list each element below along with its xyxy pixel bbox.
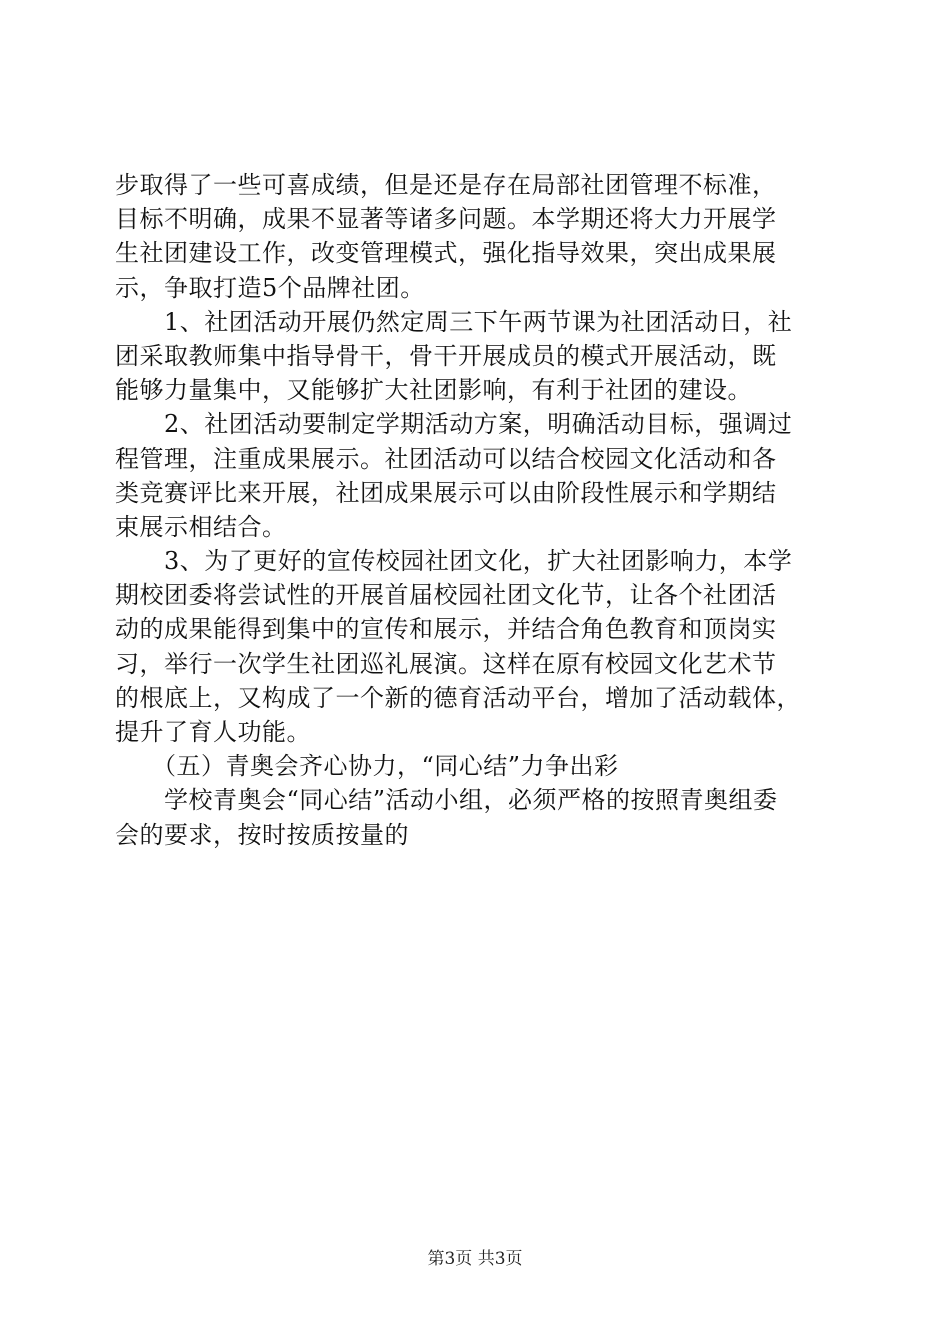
document-body <box>115 168 845 852</box>
text-line: 学校青奥会“同心结”活动小组，必须严格的按照青奥组委 <box>115 786 778 815</box>
text-line: 的根底上，又构成了一个新的德育活动平台，增加了活动载体， <box>115 683 801 712</box>
text-line: 动的成果能得到集中的宣传和展示，并结合角色教育和顶岗实 <box>115 615 777 644</box>
text-line: 会的要求，按时按质按量的 <box>115 820 409 849</box>
text-line: 提升了育人功能。 <box>115 718 311 746</box>
text-line: 步取得了一些可喜成绩，但是还是存在局部社团管理不标准， <box>115 171 777 199</box>
section-heading: （五）青奥会齐心协力，“同心结”力争出彩 <box>115 752 619 781</box>
text-line: 程管理，注重成果展示。社团活动可以结合校园文化活动和各 <box>115 444 777 473</box>
text-line: 团采取教师集中指导骨干，骨干开展成员的模式开展活动，既 <box>115 341 777 370</box>
text-line: 目标不明确，成果不显著等诸多问题。本学期还将大力开展学 <box>115 205 777 234</box>
text-line: 期校团委将尝试性的开展首届校园社团文化节，让各个社团活 <box>115 581 777 610</box>
text-line: 生社团建设工作，改变管理模式，强化指导效果，突出成果展 <box>115 239 777 268</box>
text-line: 2、社团活动要制定学期活动方案，明确活动目标，强调过 <box>115 410 793 439</box>
text-line: 束展示相结合。 <box>115 512 287 541</box>
text-line: 1、社团活动开展仍然定周三下午两节课为社团活动日，社 <box>115 307 793 336</box>
page-footer: 第3页 共3页 <box>427 1249 523 1269</box>
text-line: 习，举行一次学生社团巡礼展演。这样在原有校园文化艺术节 <box>115 649 777 678</box>
text-line: 3、为了更好的宣传校园社团文化，扩大社团影响力，本学 <box>115 547 793 576</box>
text-line: 类竞赛评比来开展，社团成果展示可以由阶段性展示和学期结 <box>115 478 777 507</box>
text-line: 示，争取打造5个品牌社团。 <box>115 273 425 302</box>
text-line: 能够力量集中，又能够扩大社团影响，有利于社团的建设。 <box>115 376 752 405</box>
